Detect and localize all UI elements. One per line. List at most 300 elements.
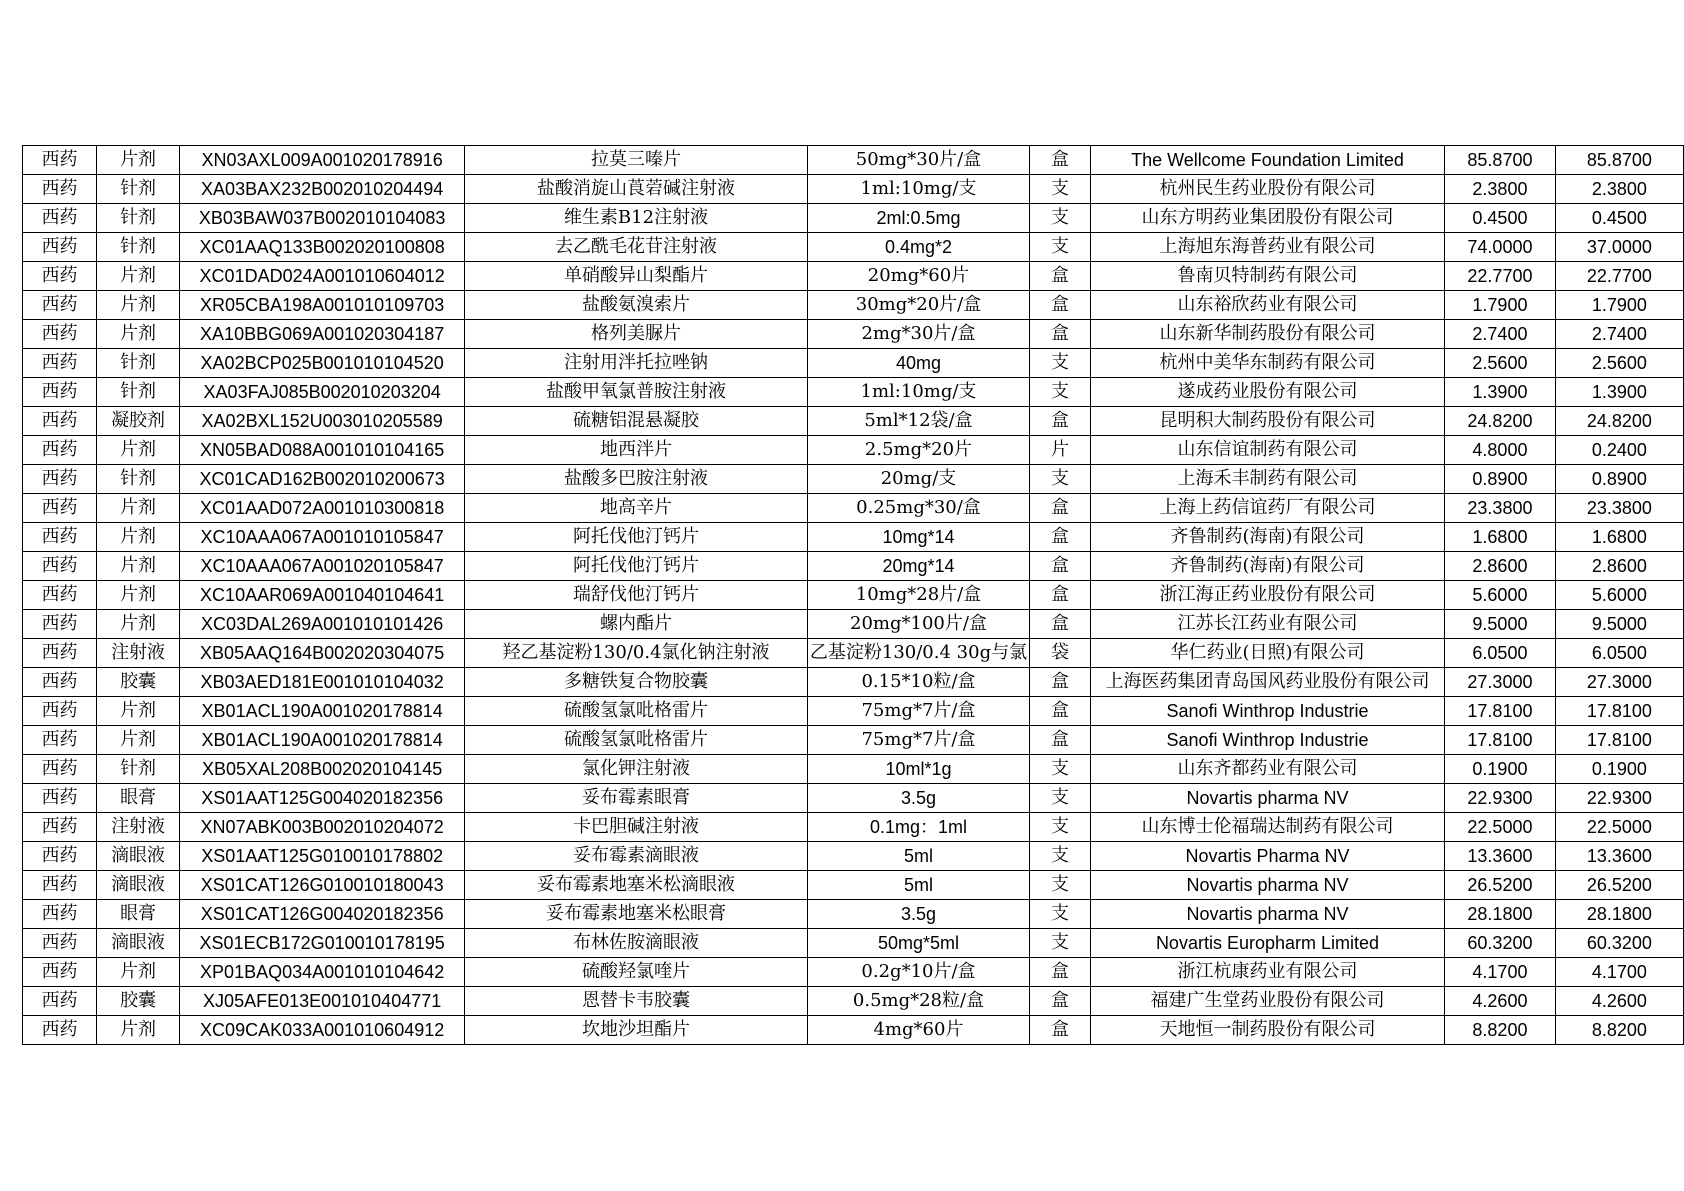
- cell-price-2: 26.5200: [1555, 871, 1683, 900]
- cell-drug-name: 去乙酰毛花苷注射液: [465, 233, 808, 262]
- cell-code: XA10BBG069A001020304187: [180, 320, 465, 349]
- cell-manufacturer: Novartis pharma NV: [1090, 871, 1444, 900]
- table-row: [23, 436, 1684, 465]
- cell-drug-name: 注射用泮托拉唑钠: [465, 349, 808, 378]
- cell-price-2: 2.8600: [1555, 552, 1683, 581]
- cell-code: XC01DAD024A001010604012: [180, 262, 465, 291]
- table-row: [23, 987, 1684, 1016]
- cell-category: 西药: [23, 813, 97, 842]
- cell-drug-name: 妥布霉素滴眼液: [465, 842, 808, 871]
- cell-price-2: 8.8200: [1555, 1016, 1683, 1045]
- table-row: [23, 610, 1684, 639]
- cell-category: 西药: [23, 175, 97, 204]
- cell-code: XN05BAD088A001010104165: [180, 436, 465, 465]
- cell-dosage-form: 片剂: [96, 262, 179, 291]
- cell-drug-name: 格列美脲片: [465, 320, 808, 349]
- cell-manufacturer: Novartis Europharm Limited: [1090, 929, 1444, 958]
- cell-drug-name: 地西泮片: [465, 436, 808, 465]
- cell-drug-name: 卡巴胆碱注射液: [465, 813, 808, 842]
- cell-manufacturer: 杭州中美华东制药有限公司: [1090, 349, 1444, 378]
- cell-specification: 5ml: [807, 842, 1029, 871]
- cell-drug-name: 坎地沙坦酯片: [465, 1016, 808, 1045]
- cell-price-1: 1.6800: [1445, 523, 1556, 552]
- cell-specification: 10mg*28片/盒: [807, 581, 1029, 610]
- cell-unit: 支: [1030, 900, 1091, 929]
- cell-specification: 3.5g: [807, 900, 1029, 929]
- cell-price-2: 0.8900: [1555, 465, 1683, 494]
- cell-price-2: 22.9300: [1555, 784, 1683, 813]
- cell-unit: 盒: [1030, 146, 1091, 175]
- cell-price-1: 8.8200: [1445, 1016, 1556, 1045]
- cell-drug-name: 盐酸多巴胺注射液: [465, 465, 808, 494]
- cell-dosage-form: 凝胶剂: [96, 407, 179, 436]
- cell-code: XC10AAA067A001010105847: [180, 523, 465, 552]
- cell-drug-name: 硫酸氢氯吡格雷片: [465, 726, 808, 755]
- cell-specification: 4mg*60片: [807, 1016, 1029, 1045]
- cell-category: 西药: [23, 958, 97, 987]
- cell-category: 西药: [23, 610, 97, 639]
- cell-dosage-form: 针剂: [96, 378, 179, 407]
- cell-unit: 盒: [1030, 407, 1091, 436]
- table-row: [23, 1016, 1684, 1045]
- cell-specification: 1ml:10mg/支: [807, 378, 1029, 407]
- cell-drug-name: 硫酸羟氯喹片: [465, 958, 808, 987]
- cell-price-2: 24.8200: [1555, 407, 1683, 436]
- cell-price-1: 2.5600: [1445, 349, 1556, 378]
- cell-category: 西药: [23, 291, 97, 320]
- cell-category: 西药: [23, 204, 97, 233]
- cell-specification: 75mg*7片/盒: [807, 726, 1029, 755]
- cell-specification: 20mg*60片: [807, 262, 1029, 291]
- cell-category: 西药: [23, 262, 97, 291]
- table-body: [23, 146, 1684, 1045]
- cell-drug-name: 瑞舒伐他汀钙片: [465, 581, 808, 610]
- cell-specification: 5ml: [807, 871, 1029, 900]
- cell-price-1: 1.3900: [1445, 378, 1556, 407]
- cell-specification: 2.5mg*20片: [807, 436, 1029, 465]
- cell-dosage-form: 片剂: [96, 552, 179, 581]
- cell-price-2: 6.0500: [1555, 639, 1683, 668]
- cell-manufacturer: Sanofi Winthrop Industrie: [1090, 697, 1444, 726]
- cell-specification: 1ml:10mg/支: [807, 175, 1029, 204]
- cell-dosage-form: 针剂: [96, 465, 179, 494]
- cell-price-1: 26.5200: [1445, 871, 1556, 900]
- cell-manufacturer: 遂成药业股份有限公司: [1090, 378, 1444, 407]
- cell-manufacturer: 上海禾丰制药有限公司: [1090, 465, 1444, 494]
- cell-drug-name: 拉莫三嗪片: [465, 146, 808, 175]
- table-row: [23, 262, 1684, 291]
- cell-price-1: 13.3600: [1445, 842, 1556, 871]
- cell-manufacturer: 山东信谊制药有限公司: [1090, 436, 1444, 465]
- cell-dosage-form: 片剂: [96, 1016, 179, 1045]
- cell-manufacturer: 上海上药信谊药厂有限公司: [1090, 494, 1444, 523]
- cell-price-2: 2.3800: [1555, 175, 1683, 204]
- cell-code: XB01ACL190A001020178814: [180, 726, 465, 755]
- cell-unit: 盒: [1030, 987, 1091, 1016]
- cell-code: XS01AAT125G010010178802: [180, 842, 465, 871]
- cell-category: 西药: [23, 552, 97, 581]
- cell-price-2: 9.5000: [1555, 610, 1683, 639]
- cell-drug-name: 羟乙基淀粉130/0.4氯化钠注射液: [465, 639, 808, 668]
- cell-category: 西药: [23, 639, 97, 668]
- cell-unit: 支: [1030, 204, 1091, 233]
- cell-unit: 盒: [1030, 581, 1091, 610]
- cell-drug-name: 硫糖铝混悬凝胶: [465, 407, 808, 436]
- cell-code: XC03DAL269A001010101426: [180, 610, 465, 639]
- cell-unit: 盒: [1030, 958, 1091, 987]
- cell-price-2: 5.6000: [1555, 581, 1683, 610]
- cell-specification: 10mg*14: [807, 523, 1029, 552]
- cell-price-1: 2.8600: [1445, 552, 1556, 581]
- cell-specification: 10ml*1g: [807, 755, 1029, 784]
- cell-manufacturer: Sanofi Winthrop Industrie: [1090, 726, 1444, 755]
- cell-unit: 袋: [1030, 639, 1091, 668]
- cell-drug-name: 地高辛片: [465, 494, 808, 523]
- cell-category: 西药: [23, 842, 97, 871]
- table-row: [23, 349, 1684, 378]
- cell-unit: 支: [1030, 175, 1091, 204]
- cell-price-1: 0.4500: [1445, 204, 1556, 233]
- cell-dosage-form: 胶囊: [96, 987, 179, 1016]
- cell-price-1: 6.0500: [1445, 639, 1556, 668]
- table-row: [23, 552, 1684, 581]
- cell-unit: 盒: [1030, 610, 1091, 639]
- cell-dosage-form: 注射液: [96, 813, 179, 842]
- cell-price-2: 1.3900: [1555, 378, 1683, 407]
- cell-price-2: 1.7900: [1555, 291, 1683, 320]
- cell-unit: 盒: [1030, 697, 1091, 726]
- table-row: [23, 465, 1684, 494]
- cell-code: XC10AAR069A001040104641: [180, 581, 465, 610]
- cell-category: 西药: [23, 581, 97, 610]
- cell-code: XB03BAW037B002010104083: [180, 204, 465, 233]
- cell-drug-name: 单硝酸异山梨酯片: [465, 262, 808, 291]
- cell-specification: 3.5g: [807, 784, 1029, 813]
- cell-manufacturer: 华仁药业(日照)有限公司: [1090, 639, 1444, 668]
- cell-dosage-form: 片剂: [96, 726, 179, 755]
- cell-code: XS01ECB172G010010178195: [180, 929, 465, 958]
- table-row: [23, 175, 1684, 204]
- cell-unit: 支: [1030, 871, 1091, 900]
- cell-manufacturer: The Wellcome Foundation Limited: [1090, 146, 1444, 175]
- table-row: [23, 755, 1684, 784]
- cell-unit: 支: [1030, 465, 1091, 494]
- cell-drug-name: 妥布霉素地塞米松眼膏: [465, 900, 808, 929]
- cell-price-1: 28.1800: [1445, 900, 1556, 929]
- cell-specification: 0.5mg*28粒/盒: [807, 987, 1029, 1016]
- cell-price-1: 2.3800: [1445, 175, 1556, 204]
- cell-category: 西药: [23, 726, 97, 755]
- cell-category: 西药: [23, 378, 97, 407]
- cell-price-2: 37.0000: [1555, 233, 1683, 262]
- cell-code: XC09CAK033A001010604912: [180, 1016, 465, 1045]
- cell-specification: 0.15*10粒/盒: [807, 668, 1029, 697]
- cell-code: XP01BAQ034A001010104642: [180, 958, 465, 987]
- cell-drug-name: 维生素B12注射液: [465, 204, 808, 233]
- cell-price-2: 2.7400: [1555, 320, 1683, 349]
- table-row: [23, 581, 1684, 610]
- cell-code: XC01AAQ133B002020100808: [180, 233, 465, 262]
- cell-code: XR05CBA198A001010109703: [180, 291, 465, 320]
- cell-category: 西药: [23, 668, 97, 697]
- cell-specification: 20mg*14: [807, 552, 1029, 581]
- cell-dosage-form: 眼膏: [96, 784, 179, 813]
- cell-unit: 盒: [1030, 726, 1091, 755]
- cell-drug-name: 阿托伐他汀钙片: [465, 523, 808, 552]
- cell-code: XB03AED181E001010104032: [180, 668, 465, 697]
- cell-unit: 支: [1030, 378, 1091, 407]
- cell-manufacturer: 齐鲁制药(海南)有限公司: [1090, 552, 1444, 581]
- cell-dosage-form: 滴眼液: [96, 929, 179, 958]
- cell-price-2: 0.4500: [1555, 204, 1683, 233]
- cell-price-2: 27.3000: [1555, 668, 1683, 697]
- cell-manufacturer: 浙江海正药业股份有限公司: [1090, 581, 1444, 610]
- table-row: [23, 146, 1684, 175]
- cell-manufacturer: 山东齐都药业有限公司: [1090, 755, 1444, 784]
- cell-specification: 40mg: [807, 349, 1029, 378]
- cell-price-1: 60.3200: [1445, 929, 1556, 958]
- cell-drug-name: 多糖铁复合物胶囊: [465, 668, 808, 697]
- cell-specification: 30mg*20片/盒: [807, 291, 1029, 320]
- cell-price-1: 22.5000: [1445, 813, 1556, 842]
- cell-category: 西药: [23, 233, 97, 262]
- cell-specification: 乙基淀粉130/0.4 30g与氯: [807, 639, 1029, 668]
- table-row: [23, 900, 1684, 929]
- cell-specification: 0.2g*10片/盒: [807, 958, 1029, 987]
- cell-drug-name: 氯化钾注射液: [465, 755, 808, 784]
- cell-price-2: 60.3200: [1555, 929, 1683, 958]
- cell-drug-name: 布林佐胺滴眼液: [465, 929, 808, 958]
- cell-dosage-form: 片剂: [96, 697, 179, 726]
- cell-code: XN03AXL009A001020178916: [180, 146, 465, 175]
- table-row: [23, 523, 1684, 552]
- cell-code: XN07ABK003B002010204072: [180, 813, 465, 842]
- cell-category: 西药: [23, 436, 97, 465]
- cell-code: XA03FAJ085B002010203204: [180, 378, 465, 407]
- cell-drug-name: 妥布霉素地塞米松滴眼液: [465, 871, 808, 900]
- cell-price-1: 1.7900: [1445, 291, 1556, 320]
- cell-manufacturer: Novartis pharma NV: [1090, 900, 1444, 929]
- cell-unit: 片: [1030, 436, 1091, 465]
- cell-price-2: 2.5600: [1555, 349, 1683, 378]
- cell-category: 西药: [23, 407, 97, 436]
- table-row: [23, 204, 1684, 233]
- cell-category: 西药: [23, 900, 97, 929]
- cell-category: 西药: [23, 871, 97, 900]
- cell-price-1: 22.9300: [1445, 784, 1556, 813]
- cell-manufacturer: 昆明积大制药股份有限公司: [1090, 407, 1444, 436]
- cell-specification: 50mg*30片/盒: [807, 146, 1029, 175]
- cell-unit: 支: [1030, 929, 1091, 958]
- cell-price-2: 85.8700: [1555, 146, 1683, 175]
- cell-specification: 0.25mg*30/盒: [807, 494, 1029, 523]
- cell-price-2: 1.6800: [1555, 523, 1683, 552]
- table-row: [23, 784, 1684, 813]
- cell-code: XC01AAD072A001010300818: [180, 494, 465, 523]
- cell-price-1: 4.8000: [1445, 436, 1556, 465]
- cell-manufacturer: 鲁南贝特制药有限公司: [1090, 262, 1444, 291]
- table-row: [23, 233, 1684, 262]
- cell-dosage-form: 片剂: [96, 146, 179, 175]
- cell-manufacturer: Novartis pharma NV: [1090, 784, 1444, 813]
- cell-price-1: 17.8100: [1445, 726, 1556, 755]
- cell-dosage-form: 片剂: [96, 958, 179, 987]
- cell-drug-name: 盐酸消旋山莨菪碱注射液: [465, 175, 808, 204]
- table-row: [23, 842, 1684, 871]
- cell-unit: 盒: [1030, 523, 1091, 552]
- table-row: [23, 378, 1684, 407]
- cell-category: 西药: [23, 494, 97, 523]
- cell-price-1: 74.0000: [1445, 233, 1556, 262]
- cell-drug-name: 妥布霉素眼膏: [465, 784, 808, 813]
- cell-unit: 支: [1030, 842, 1091, 871]
- cell-code: XC01CAD162B002010200673: [180, 465, 465, 494]
- cell-manufacturer: 天地恒一制药股份有限公司: [1090, 1016, 1444, 1045]
- cell-dosage-form: 片剂: [96, 523, 179, 552]
- cell-category: 西药: [23, 523, 97, 552]
- cell-code: XC10AAA067A001020105847: [180, 552, 465, 581]
- cell-unit: 支: [1030, 349, 1091, 378]
- cell-dosage-form: 针剂: [96, 175, 179, 204]
- cell-price-1: 0.8900: [1445, 465, 1556, 494]
- cell-dosage-form: 眼膏: [96, 900, 179, 929]
- cell-specification: 0.1mg：1ml: [807, 813, 1029, 842]
- cell-category: 西药: [23, 784, 97, 813]
- table-row: [23, 871, 1684, 900]
- cell-manufacturer: 福建广生堂药业股份有限公司: [1090, 987, 1444, 1016]
- cell-manufacturer: 江苏长江药业有限公司: [1090, 610, 1444, 639]
- cell-dosage-form: 注射液: [96, 639, 179, 668]
- cell-category: 西药: [23, 929, 97, 958]
- cell-drug-name: 阿托伐他汀钙片: [465, 552, 808, 581]
- cell-code: XB05AAQ164B002020304075: [180, 639, 465, 668]
- cell-specification: 50mg*5ml: [807, 929, 1029, 958]
- cell-unit: 盒: [1030, 320, 1091, 349]
- cell-manufacturer: 山东方明药业集团股份有限公司: [1090, 204, 1444, 233]
- cell-manufacturer: Novartis Pharma NV: [1090, 842, 1444, 871]
- cell-dosage-form: 片剂: [96, 581, 179, 610]
- cell-specification: 20mg*100片/盒: [807, 610, 1029, 639]
- cell-dosage-form: 片剂: [96, 610, 179, 639]
- table-row: [23, 291, 1684, 320]
- cell-manufacturer: 齐鲁制药(海南)有限公司: [1090, 523, 1444, 552]
- cell-manufacturer: 山东裕欣药业有限公司: [1090, 291, 1444, 320]
- cell-dosage-form: 片剂: [96, 494, 179, 523]
- cell-dosage-form: 滴眼液: [96, 842, 179, 871]
- cell-dosage-form: 片剂: [96, 291, 179, 320]
- cell-price-2: 23.3800: [1555, 494, 1683, 523]
- cell-specification: 2ml:0.5mg: [807, 204, 1029, 233]
- cell-manufacturer: 上海医药集团青岛国风药业股份有限公司: [1090, 668, 1444, 697]
- cell-dosage-form: 片剂: [96, 436, 179, 465]
- cell-dosage-form: 针剂: [96, 233, 179, 262]
- table-row: [23, 320, 1684, 349]
- cell-code: XA02BCP025B001010104520: [180, 349, 465, 378]
- cell-category: 西药: [23, 1016, 97, 1045]
- cell-dosage-form: 滴眼液: [96, 871, 179, 900]
- cell-unit: 盒: [1030, 291, 1091, 320]
- cell-dosage-form: 针剂: [96, 755, 179, 784]
- cell-price-1: 85.8700: [1445, 146, 1556, 175]
- table-row: [23, 813, 1684, 842]
- cell-category: 西药: [23, 349, 97, 378]
- table-row: [23, 494, 1684, 523]
- cell-code: XJ05AFE013E001010404771: [180, 987, 465, 1016]
- cell-price-2: 28.1800: [1555, 900, 1683, 929]
- cell-dosage-form: 针剂: [96, 204, 179, 233]
- cell-specification: 5ml*12袋/盒: [807, 407, 1029, 436]
- cell-price-1: 4.2600: [1445, 987, 1556, 1016]
- table-row: [23, 958, 1684, 987]
- cell-specification: 20mg/支: [807, 465, 1029, 494]
- cell-price-1: 9.5000: [1445, 610, 1556, 639]
- cell-price-1: 4.1700: [1445, 958, 1556, 987]
- cell-price-1: 22.7700: [1445, 262, 1556, 291]
- cell-manufacturer: 山东博士伦福瑞达制药有限公司: [1090, 813, 1444, 842]
- cell-drug-name: 螺内酯片: [465, 610, 808, 639]
- cell-code: XB05XAL208B002020104145: [180, 755, 465, 784]
- cell-price-2: 0.1900: [1555, 755, 1683, 784]
- cell-manufacturer: 杭州民生药业股份有限公司: [1090, 175, 1444, 204]
- cell-unit: 支: [1030, 233, 1091, 262]
- cell-price-1: 17.8100: [1445, 697, 1556, 726]
- cell-specification: 2mg*30片/盒: [807, 320, 1029, 349]
- cell-price-2: 22.5000: [1555, 813, 1683, 842]
- cell-price-1: 23.3800: [1445, 494, 1556, 523]
- table-row: [23, 407, 1684, 436]
- cell-code: XS01CAT126G004020182356: [180, 900, 465, 929]
- cell-code: XB01ACL190A001020178814: [180, 697, 465, 726]
- cell-price-1: 2.7400: [1445, 320, 1556, 349]
- cell-category: 西药: [23, 987, 97, 1016]
- cell-unit: 支: [1030, 813, 1091, 842]
- cell-drug-name: 硫酸氢氯吡格雷片: [465, 697, 808, 726]
- cell-price-2: 13.3600: [1555, 842, 1683, 871]
- cell-price-2: 17.8100: [1555, 726, 1683, 755]
- cell-drug-name: 盐酸氨溴索片: [465, 291, 808, 320]
- table-row: [23, 697, 1684, 726]
- drug-price-table: [22, 145, 1684, 1045]
- cell-unit: 支: [1030, 784, 1091, 813]
- cell-manufacturer: 山东新华制药股份有限公司: [1090, 320, 1444, 349]
- cell-price-2: 17.8100: [1555, 697, 1683, 726]
- cell-unit: 盒: [1030, 668, 1091, 697]
- cell-unit: 盒: [1030, 1016, 1091, 1045]
- cell-price-2: 22.7700: [1555, 262, 1683, 291]
- table-row: [23, 929, 1684, 958]
- cell-code: XA03BAX232B002010204494: [180, 175, 465, 204]
- cell-price-1: 27.3000: [1445, 668, 1556, 697]
- cell-price-1: 0.1900: [1445, 755, 1556, 784]
- cell-category: 西药: [23, 755, 97, 784]
- cell-manufacturer: 上海旭东海普药业有限公司: [1090, 233, 1444, 262]
- cell-code: XS01AAT125G004020182356: [180, 784, 465, 813]
- cell-dosage-form: 针剂: [96, 349, 179, 378]
- cell-price-2: 4.2600: [1555, 987, 1683, 1016]
- cell-code: XA02BXL152U003010205589: [180, 407, 465, 436]
- cell-dosage-form: 片剂: [96, 320, 179, 349]
- cell-category: 西药: [23, 465, 97, 494]
- cell-dosage-form: 胶囊: [96, 668, 179, 697]
- cell-drug-name: 恩替卡韦胶囊: [465, 987, 808, 1016]
- cell-unit: 支: [1030, 755, 1091, 784]
- cell-manufacturer: 浙江杭康药业有限公司: [1090, 958, 1444, 987]
- cell-unit: 盒: [1030, 262, 1091, 291]
- cell-unit: 盒: [1030, 552, 1091, 581]
- table-row: [23, 639, 1684, 668]
- table-row: [23, 726, 1684, 755]
- table-row: [23, 668, 1684, 697]
